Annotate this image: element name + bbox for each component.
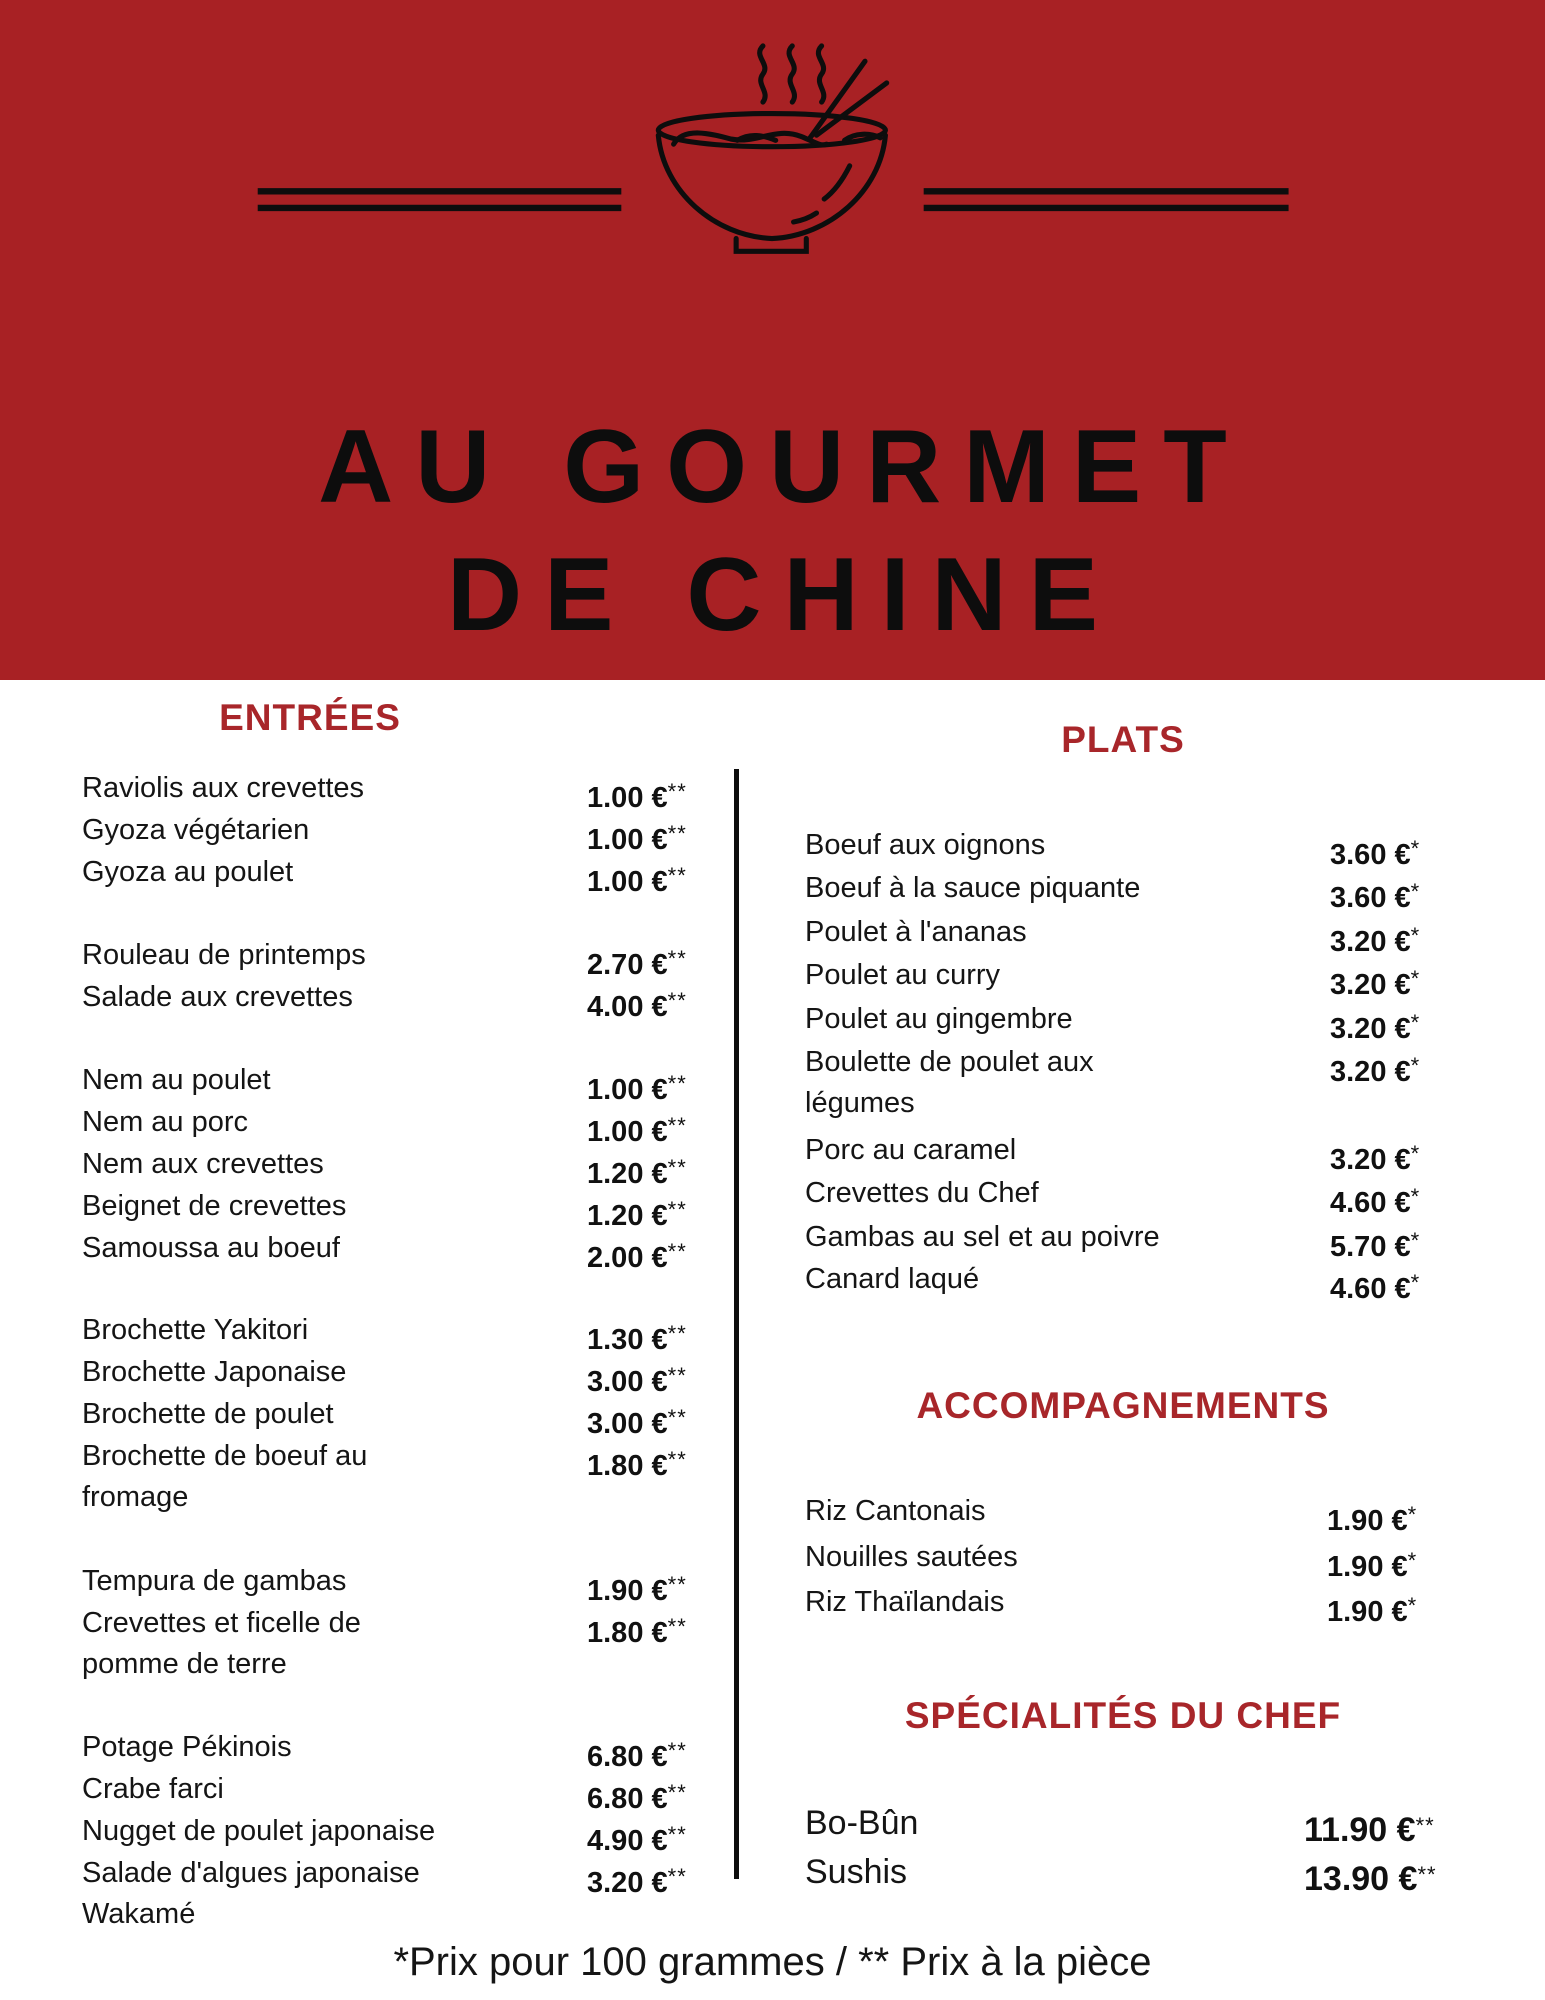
price-footnote-mark: ** <box>667 863 687 888</box>
price-value: 13.90 € <box>1304 1860 1418 1898</box>
item-name: Rouleau de printemps <box>82 939 366 971</box>
price-value: 1.80 € <box>587 1617 668 1649</box>
price-footnote-mark: * <box>1410 1141 1421 1166</box>
item-price <box>587 1231 687 1279</box>
item-name: Gyoza au poulet <box>82 856 294 888</box>
item-price <box>1330 1220 1420 1268</box>
item-name: Brochette de poulet <box>82 1398 334 1430</box>
item-name: Boulette de poulet aux légumes <box>805 1046 1094 1119</box>
item-price <box>587 1063 687 1111</box>
price-footnote-mark: * <box>1410 879 1421 904</box>
price-value: 1.20 € <box>587 1200 668 1232</box>
item-name: Raviolis aux crevettes <box>82 772 365 804</box>
item-name: Nouilles sautées <box>805 1541 1018 1573</box>
price-value: 1.00 € <box>587 866 668 898</box>
item-price <box>587 980 687 1028</box>
price-footnote-mark: ** <box>667 1405 687 1430</box>
price-value: 1.00 € <box>587 1074 668 1106</box>
item-name: Gyoza végétarien <box>82 814 310 846</box>
price-value: 1.90 € <box>587 1575 668 1607</box>
price-value: 1.90 € <box>1327 1596 1408 1628</box>
item-name: Nugget de poulet japonaise <box>82 1815 436 1847</box>
price-value: 3.20 € <box>1330 1144 1411 1176</box>
price-footnote-mark: ** <box>667 821 687 846</box>
price-value: 4.60 € <box>1330 1273 1411 1305</box>
item-name: Tempura de gambas <box>82 1565 347 1597</box>
price-value: 1.20 € <box>587 1158 668 1190</box>
price-value: 4.60 € <box>1330 1187 1411 1219</box>
price-value: 1.90 € <box>1327 1551 1408 1583</box>
price-value: 1.30 € <box>587 1324 668 1356</box>
price-value: 5.70 € <box>1330 1231 1411 1263</box>
price-footnote-mark: * <box>1407 1548 1418 1573</box>
price-value: 3.20 € <box>1330 969 1411 1001</box>
item-name: Brochette Yakitori <box>82 1314 309 1346</box>
item-price <box>1327 1540 1417 1588</box>
item-name: Crabe farci <box>82 1773 224 1805</box>
item-price <box>1330 1002 1420 1050</box>
item-price <box>1327 1585 1417 1633</box>
item-price <box>1330 915 1420 963</box>
price-footnote-mark: * <box>1410 966 1421 991</box>
price-value: 3.60 € <box>1330 839 1411 871</box>
column-divider <box>734 769 739 1879</box>
header-banner <box>0 0 1545 680</box>
item-price <box>587 855 687 903</box>
price-value: 4.00 € <box>587 991 668 1023</box>
item-price <box>587 1397 687 1445</box>
item-name: Brochette Japonaise <box>82 1356 347 1388</box>
item-name: Sushis <box>805 1853 908 1891</box>
price-footnote-mark: ** <box>667 1363 687 1388</box>
item-name: Poulet au curry <box>805 959 1001 991</box>
price-footnote-mark: ** <box>1415 1813 1435 1838</box>
item-name: Gambas au sel et au poivre <box>805 1221 1160 1253</box>
price-footnote-mark: ** <box>667 1864 687 1889</box>
price-value: 3.20 € <box>587 1867 668 1899</box>
price-footnote-mark: * <box>1410 1010 1421 1035</box>
item-name: Bo-Bûn <box>805 1804 919 1842</box>
item-name: Porc au caramel <box>805 1134 1017 1166</box>
item-price <box>587 938 687 986</box>
item-price <box>1330 1176 1420 1224</box>
price-footnote-mark: ** <box>1417 1862 1437 1887</box>
item-price <box>587 1189 687 1237</box>
restaurant-title-line2: DE CHINE <box>447 537 1120 653</box>
price-footnote-mark: * <box>1407 1593 1418 1618</box>
item-price <box>1330 1045 1420 1093</box>
item-price <box>1330 958 1420 1006</box>
item-price <box>587 1147 687 1195</box>
price-footnote-mark: * <box>1410 1184 1421 1209</box>
price-footnote-mark: ** <box>667 1321 687 1346</box>
heading-entrees: ENTRÉES <box>219 697 401 738</box>
price-value: 3.00 € <box>587 1408 668 1440</box>
price-value: 6.80 € <box>587 1741 668 1773</box>
price-value: 3.20 € <box>1330 1013 1411 1045</box>
price-value: 3.00 € <box>587 1366 668 1398</box>
price-value: 1.00 € <box>587 782 668 814</box>
price-footnote-mark: ** <box>667 1197 687 1222</box>
price-value: 3.60 € <box>1330 882 1411 914</box>
item-price <box>1304 1802 1435 1854</box>
heading-specialites: SPÉCIALITÉS DU CHEF <box>904 1695 1342 1736</box>
item-price <box>587 1730 687 1778</box>
item-name: Boeuf à la sauce piquante <box>805 872 1141 904</box>
price-value: 11.90 € <box>1304 1811 1416 1849</box>
item-name: Crevettes et ficelle de pomme de terre <box>82 1607 361 1680</box>
price-value: 4.90 € <box>587 1825 668 1857</box>
price-footnote-mark: ** <box>667 779 687 804</box>
price-footnote-mark: * <box>1410 836 1421 861</box>
item-name: Crevettes du Chef <box>805 1177 1039 1209</box>
price-footnote-mark: * <box>1407 1502 1418 1527</box>
item-name: Brochette de boeuf au fromage <box>82 1440 368 1513</box>
item-name: Salade d'algues japonaise Wakamé <box>82 1857 420 1930</box>
price-value: 1.00 € <box>587 824 668 856</box>
item-name: Riz Thaïlandais <box>805 1586 1005 1618</box>
price-footnote-mark: ** <box>667 1614 687 1639</box>
price-footnote-mark: ** <box>667 1738 687 1763</box>
item-price <box>587 1606 687 1654</box>
price-footnote-mark: ** <box>667 1572 687 1597</box>
item-price <box>587 1564 687 1612</box>
item-name: Nem au porc <box>82 1106 249 1138</box>
item-name: Nem aux crevettes <box>82 1148 324 1180</box>
item-price <box>587 771 687 819</box>
price-footnote-mark: * <box>1410 1228 1421 1253</box>
heading-accompagnements: ACCOMPAGNEMENTS <box>916 1385 1330 1426</box>
price-value: 1.00 € <box>587 1116 668 1148</box>
item-price <box>1330 871 1420 919</box>
item-name: Beignet de crevettes <box>82 1190 347 1222</box>
item-price <box>587 1355 687 1403</box>
price-footnote-mark: ** <box>667 1822 687 1847</box>
price-footnote-mark: * <box>1410 923 1421 948</box>
price-value: 3.20 € <box>1330 926 1411 958</box>
restaurant-title-line1: AU GOURMET <box>318 409 1249 525</box>
item-name: Poulet à l'ananas <box>805 916 1027 948</box>
item-name: Poulet au gingembre <box>805 1003 1073 1035</box>
price-value: 2.00 € <box>587 1242 668 1274</box>
item-name: Salade aux crevettes <box>82 981 353 1013</box>
item-price <box>1327 1494 1417 1542</box>
price-footnote-mark: ** <box>667 946 687 971</box>
item-price <box>587 1439 687 1487</box>
price-footnote-mark: ** <box>667 1071 687 1096</box>
item-name: Canard laqué <box>805 1263 980 1295</box>
item-price <box>587 1772 687 1820</box>
item-price <box>587 813 687 861</box>
item-name: Boeuf aux oignons <box>805 829 1046 861</box>
price-value: 3.20 € <box>1330 1056 1411 1088</box>
price-value: 6.80 € <box>587 1783 668 1815</box>
item-price <box>587 1814 687 1862</box>
price-footnote: *Prix pour 100 grammes / ** Prix à la pièce <box>393 1940 1152 1984</box>
price-value: 1.90 € <box>1327 1505 1408 1537</box>
price-value: 2.70 € <box>587 949 668 981</box>
price-footnote-mark: ** <box>667 1447 687 1472</box>
item-name: Nem au poulet <box>82 1064 271 1096</box>
price-footnote-mark: ** <box>667 1780 687 1805</box>
price-footnote-mark: ** <box>667 1113 687 1138</box>
item-price <box>1330 1262 1420 1310</box>
price-footnote-mark: ** <box>667 1239 687 1264</box>
item-price <box>1330 828 1420 876</box>
item-price <box>1330 1133 1420 1181</box>
item-price <box>587 1313 687 1361</box>
item-name: Potage Pékinois <box>82 1731 292 1763</box>
item-price <box>587 1856 687 1904</box>
price-footnote-mark: ** <box>667 988 687 1013</box>
item-name: Samoussa au boeuf <box>82 1232 340 1264</box>
item-price <box>1304 1851 1437 1903</box>
price-footnote-mark: ** <box>667 1155 687 1180</box>
item-price <box>587 1105 687 1153</box>
heading-plats: PLATS <box>1061 719 1185 760</box>
price-footnote-mark: * <box>1410 1053 1421 1078</box>
price-value: 1.80 € <box>587 1450 668 1482</box>
price-footnote-mark: * <box>1410 1270 1421 1295</box>
item-name: Riz Cantonais <box>805 1495 986 1527</box>
